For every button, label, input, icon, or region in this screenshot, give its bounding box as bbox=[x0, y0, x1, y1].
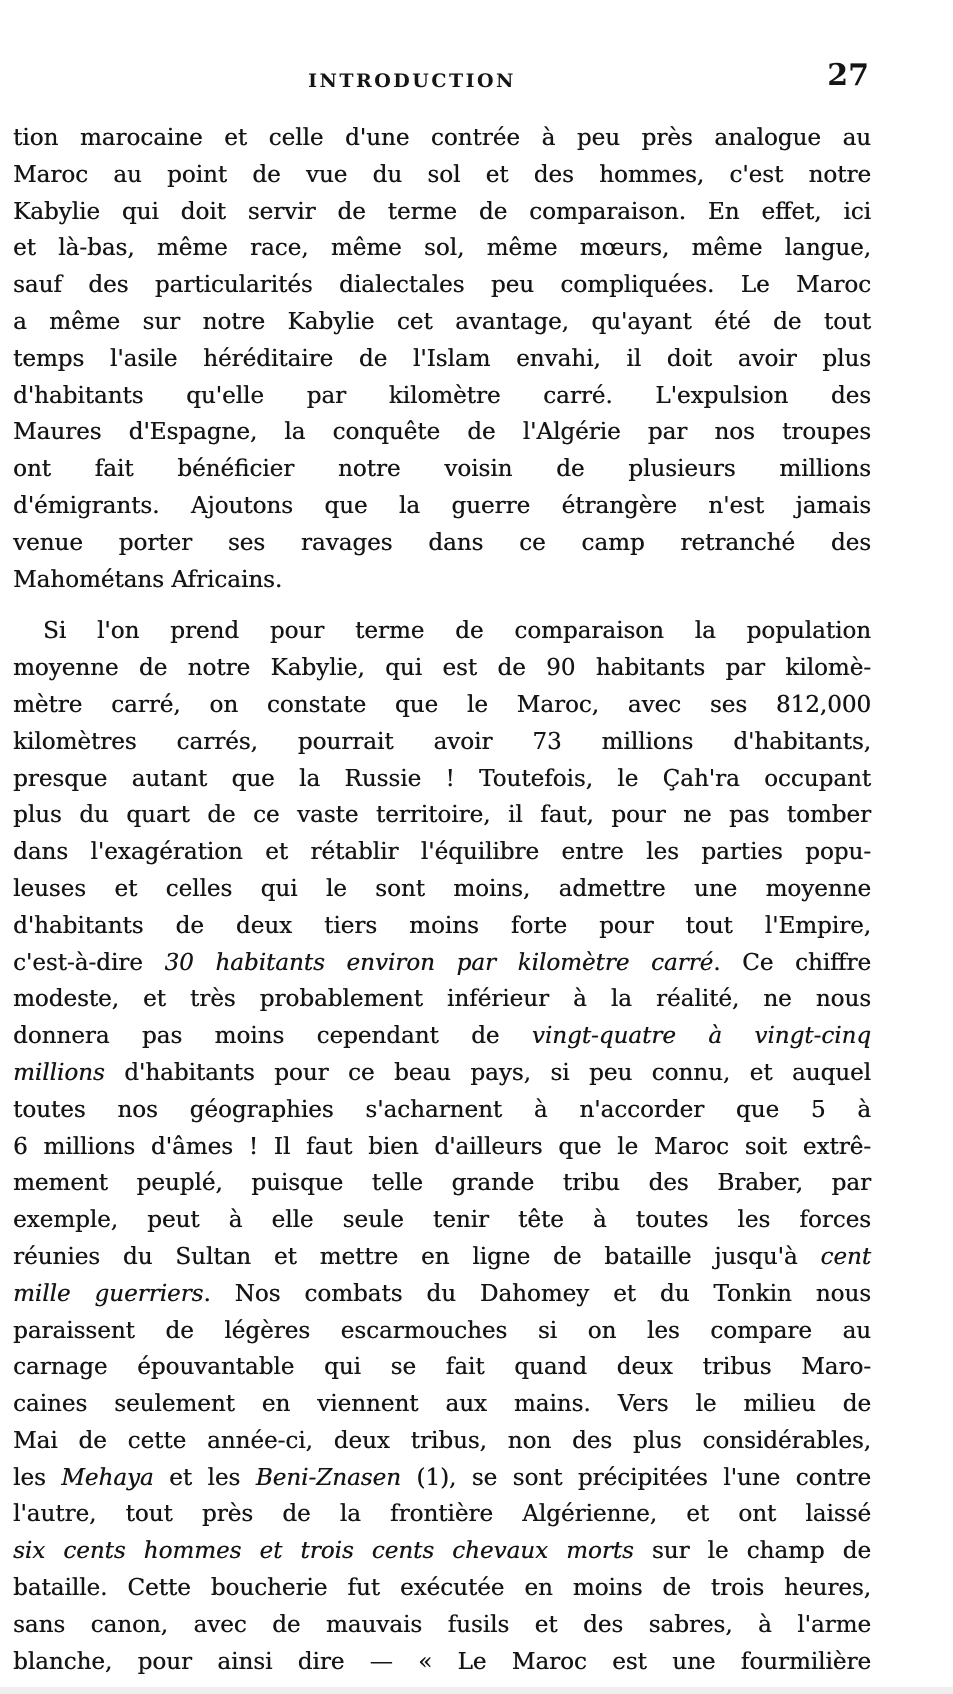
text-line: mille guerriers. Nos combats du Dahomey et du Tonkin nous bbox=[13, 1280, 871, 1307]
text-line: Si l'on prend pour terme de comparaison la population bbox=[43, 618, 871, 645]
text-column bbox=[13, 0, 871, 1680]
text-line: réunies du Sultan et mettre en ligne de bataille jusqu'à cent bbox=[13, 1243, 871, 1270]
scan-edge-artifact bbox=[0, 1687, 953, 1694]
text-line: Mahométans Africains. bbox=[13, 566, 283, 593]
text-line: millions d'habitants pour ce beau pays, si peu connu, et auquel bbox=[13, 1059, 871, 1086]
text-line: l'autre, tout près de la frontière Algérienne, et ont laissé bbox=[13, 1501, 871, 1528]
text-line: d'habitants de deux tiers moins forte pour tout l'Empire, bbox=[13, 912, 871, 939]
running-header bbox=[13, 0, 871, 100]
paragraph bbox=[13, 613, 871, 1680]
text-line: bataille. Cette boucherie fut exécutée en moins de trois heures, bbox=[13, 1575, 871, 1602]
text-line: c'est-à-dire 30 habitants environ par kilomètre carré. Ce chiffre bbox=[13, 949, 871, 976]
text-line: mètre carré, on constate que le Maroc, avec ses 812,000 bbox=[13, 691, 871, 718]
text-line: paraissent de légères escarmouches si on les compare au bbox=[13, 1317, 871, 1344]
text-line: Maroc au point de vue du sol et des hommes, c'est notre bbox=[13, 161, 871, 188]
text-line: les Mehaya et les Beni-Znasen (1), se sont précipitées l'une contre bbox=[13, 1464, 871, 1491]
text-line: blanche, pour ainsi dire — « Le Maroc est une fourmilière bbox=[13, 1648, 871, 1675]
text-line: toutes nos géographies s'acharnent à n'accorder que 5 à bbox=[13, 1096, 871, 1123]
text-line: sans canon, avec de mauvais fusils et des sabres, à l'arme bbox=[13, 1611, 871, 1638]
text-line: Maures d'Espagne, la conquête de l'Algérie par nos troupes bbox=[13, 419, 871, 446]
text-line: leuses et celles qui le sont moins, admettre une moyenne bbox=[13, 875, 871, 902]
page-number: 27 bbox=[827, 58, 869, 93]
text-line: Kabylie qui doit servir de terme de comparaison. En effet, ici bbox=[13, 198, 871, 225]
page-title: INTRODUCTION bbox=[308, 70, 516, 92]
text-line: donnera pas moins cependant de vingt-quatre à vingt-cinq bbox=[13, 1023, 871, 1050]
text-line: venue porter ses ravages dans ce camp retranché des bbox=[13, 529, 871, 556]
text-line: exemple, peut à elle seule tenir tête à toutes les forces bbox=[13, 1207, 871, 1234]
text-line: a même sur notre Kabylie cet avantage, qu'ayant été de tout bbox=[13, 308, 871, 335]
text-line: carnage épouvantable qui se fait quand deux tribus Maro- bbox=[13, 1354, 871, 1381]
text-line: mement peuplé, puisque telle grande tribu des Braber, par bbox=[13, 1170, 871, 1197]
text-line: modeste, et très probablement inférieur à la réalité, ne nous bbox=[13, 986, 871, 1013]
text-line: temps l'asile héréditaire de l'Islam envahi, il doit avoir plus bbox=[13, 345, 871, 372]
text-line: tion marocaine et celle d'une contrée à peu près analogue au bbox=[13, 125, 871, 151]
text-line: d'habitants qu'elle par kilomètre carré. L'expulsion des bbox=[13, 382, 871, 409]
text-line: sauf des particularités dialectales peu compliquées. Le Maroc bbox=[13, 272, 871, 299]
text-line: caines seulement en viennent aux mains. Vers le milieu de bbox=[13, 1391, 871, 1418]
text-line: plus du quart de ce vaste territoire, il faut, pour ne pas tomber bbox=[13, 802, 871, 829]
page-text bbox=[13, 120, 871, 1680]
text-line: moyenne de notre Kabylie, qui est de 90 habitants par kilomè- bbox=[13, 655, 871, 682]
text-line: dans l'exagération et rétablir l'équilibre entre les parties popu- bbox=[13, 839, 871, 866]
text-line: 6 millions d'âmes ! Il faut bien d'ailleurs que le Maroc soit extrê- bbox=[13, 1133, 871, 1160]
paragraph bbox=[13, 120, 871, 598]
text-line: d'émigrants. Ajoutons que la guerre étrangère n'est jamais bbox=[13, 492, 871, 519]
text-line: et là-bas, même race, même sol, même mœurs, même langue, bbox=[13, 235, 871, 262]
text-line: six cents hommes et trois cents chevaux morts sur le champ de bbox=[13, 1538, 871, 1565]
text-line: Mai de cette année-ci, deux tribus, non des plus considérables, bbox=[13, 1427, 871, 1454]
text-line: kilomètres carrés, pourrait avoir 73 millions d'habitants, bbox=[13, 728, 871, 755]
text-line: presque autant que la Russie ! Toutefois, le Çah'ra occupant bbox=[13, 765, 871, 792]
text-line: ont fait bénéficier notre voisin de plusieurs millions bbox=[13, 456, 871, 483]
